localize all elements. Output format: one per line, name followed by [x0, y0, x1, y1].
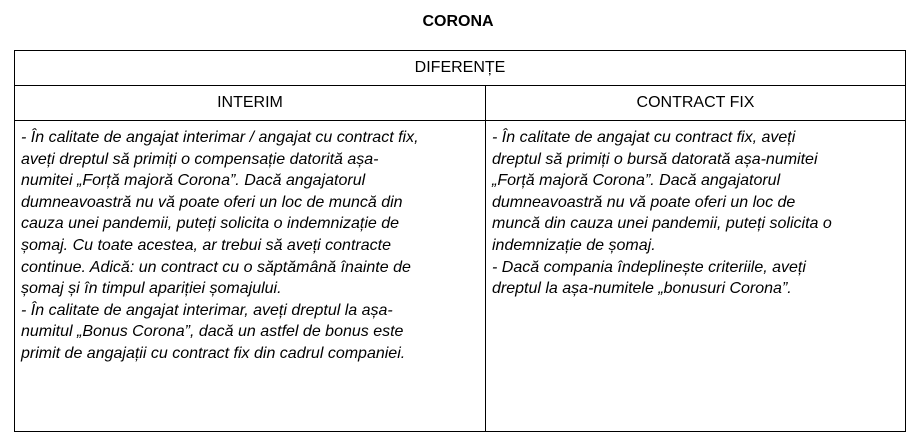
contract-fix-line: „Forță majoră Corona”. Dacă angajatorul: [492, 172, 781, 190]
contract-fix-line: dreptul să primiți o bursă datorată așa-numitei: [492, 150, 818, 168]
differences-table: [14, 50, 906, 432]
interim-line: - În calitate de angajat interimar / angajat cu contract fix,: [21, 129, 419, 146]
contract-fix-line: muncă din cauza unei pandemii, puteți solicita o: [492, 215, 832, 233]
interim-line: numitei „Forță majoră Corona”. Dacă angajatorul: [21, 172, 366, 190]
contract-fix-line: - În calitate de angajat cu contract fix, aveți: [492, 129, 796, 146]
interim-line: aveți dreptul să primiți o compensație datorită așa-: [21, 150, 379, 168]
table-column-headers-row: [15, 86, 906, 121]
table-body-row: [15, 121, 906, 432]
interim-line: primit de angajații cu contract fix din cadrul companiei.: [21, 344, 406, 362]
contract-fix-cell: [486, 121, 906, 432]
contract-fix-line: dumneavoastră nu vă poate oferi un loc de: [492, 193, 796, 211]
interim-line: - În calitate de angajat interimar, aveți dreptul la așa-: [21, 301, 393, 319]
contract-fix-line: dreptul la așa-numitele „bonusuri Corona”.: [492, 280, 792, 298]
interim-line: dumneavoastră nu vă poate oferi un loc de muncă din: [21, 193, 403, 211]
interim-line: șomaj și în timpul apariției șomajului.: [21, 280, 282, 298]
contract-fix-line: indemnizație de șomaj.: [492, 236, 656, 254]
interim-line: continue. Adică: un contract cu o săptămână înainte de: [21, 258, 411, 276]
column-header-interim: INTERIM: [15, 86, 486, 121]
table-header-differences: DIFERENȚE: [15, 51, 906, 86]
column-header-contract-fix: CONTRACT FIX: [486, 86, 906, 121]
contract-fix-line: - Dacă compania îndeplinește criteriile, aveți: [492, 258, 806, 276]
table-header-row: [15, 51, 906, 86]
document-title: CORONA: [422, 13, 494, 30]
interim-line: șomaj. Cu toate acestea, ar trebui să aveți contracte: [21, 236, 391, 254]
interim-cell: [15, 121, 486, 432]
interim-line: numitul „Bonus Corona”, dacă un astfel de bonus este: [21, 323, 404, 341]
interim-line: cauza unei pandemii, puteți solicita o indemnizație de: [21, 215, 400, 233]
